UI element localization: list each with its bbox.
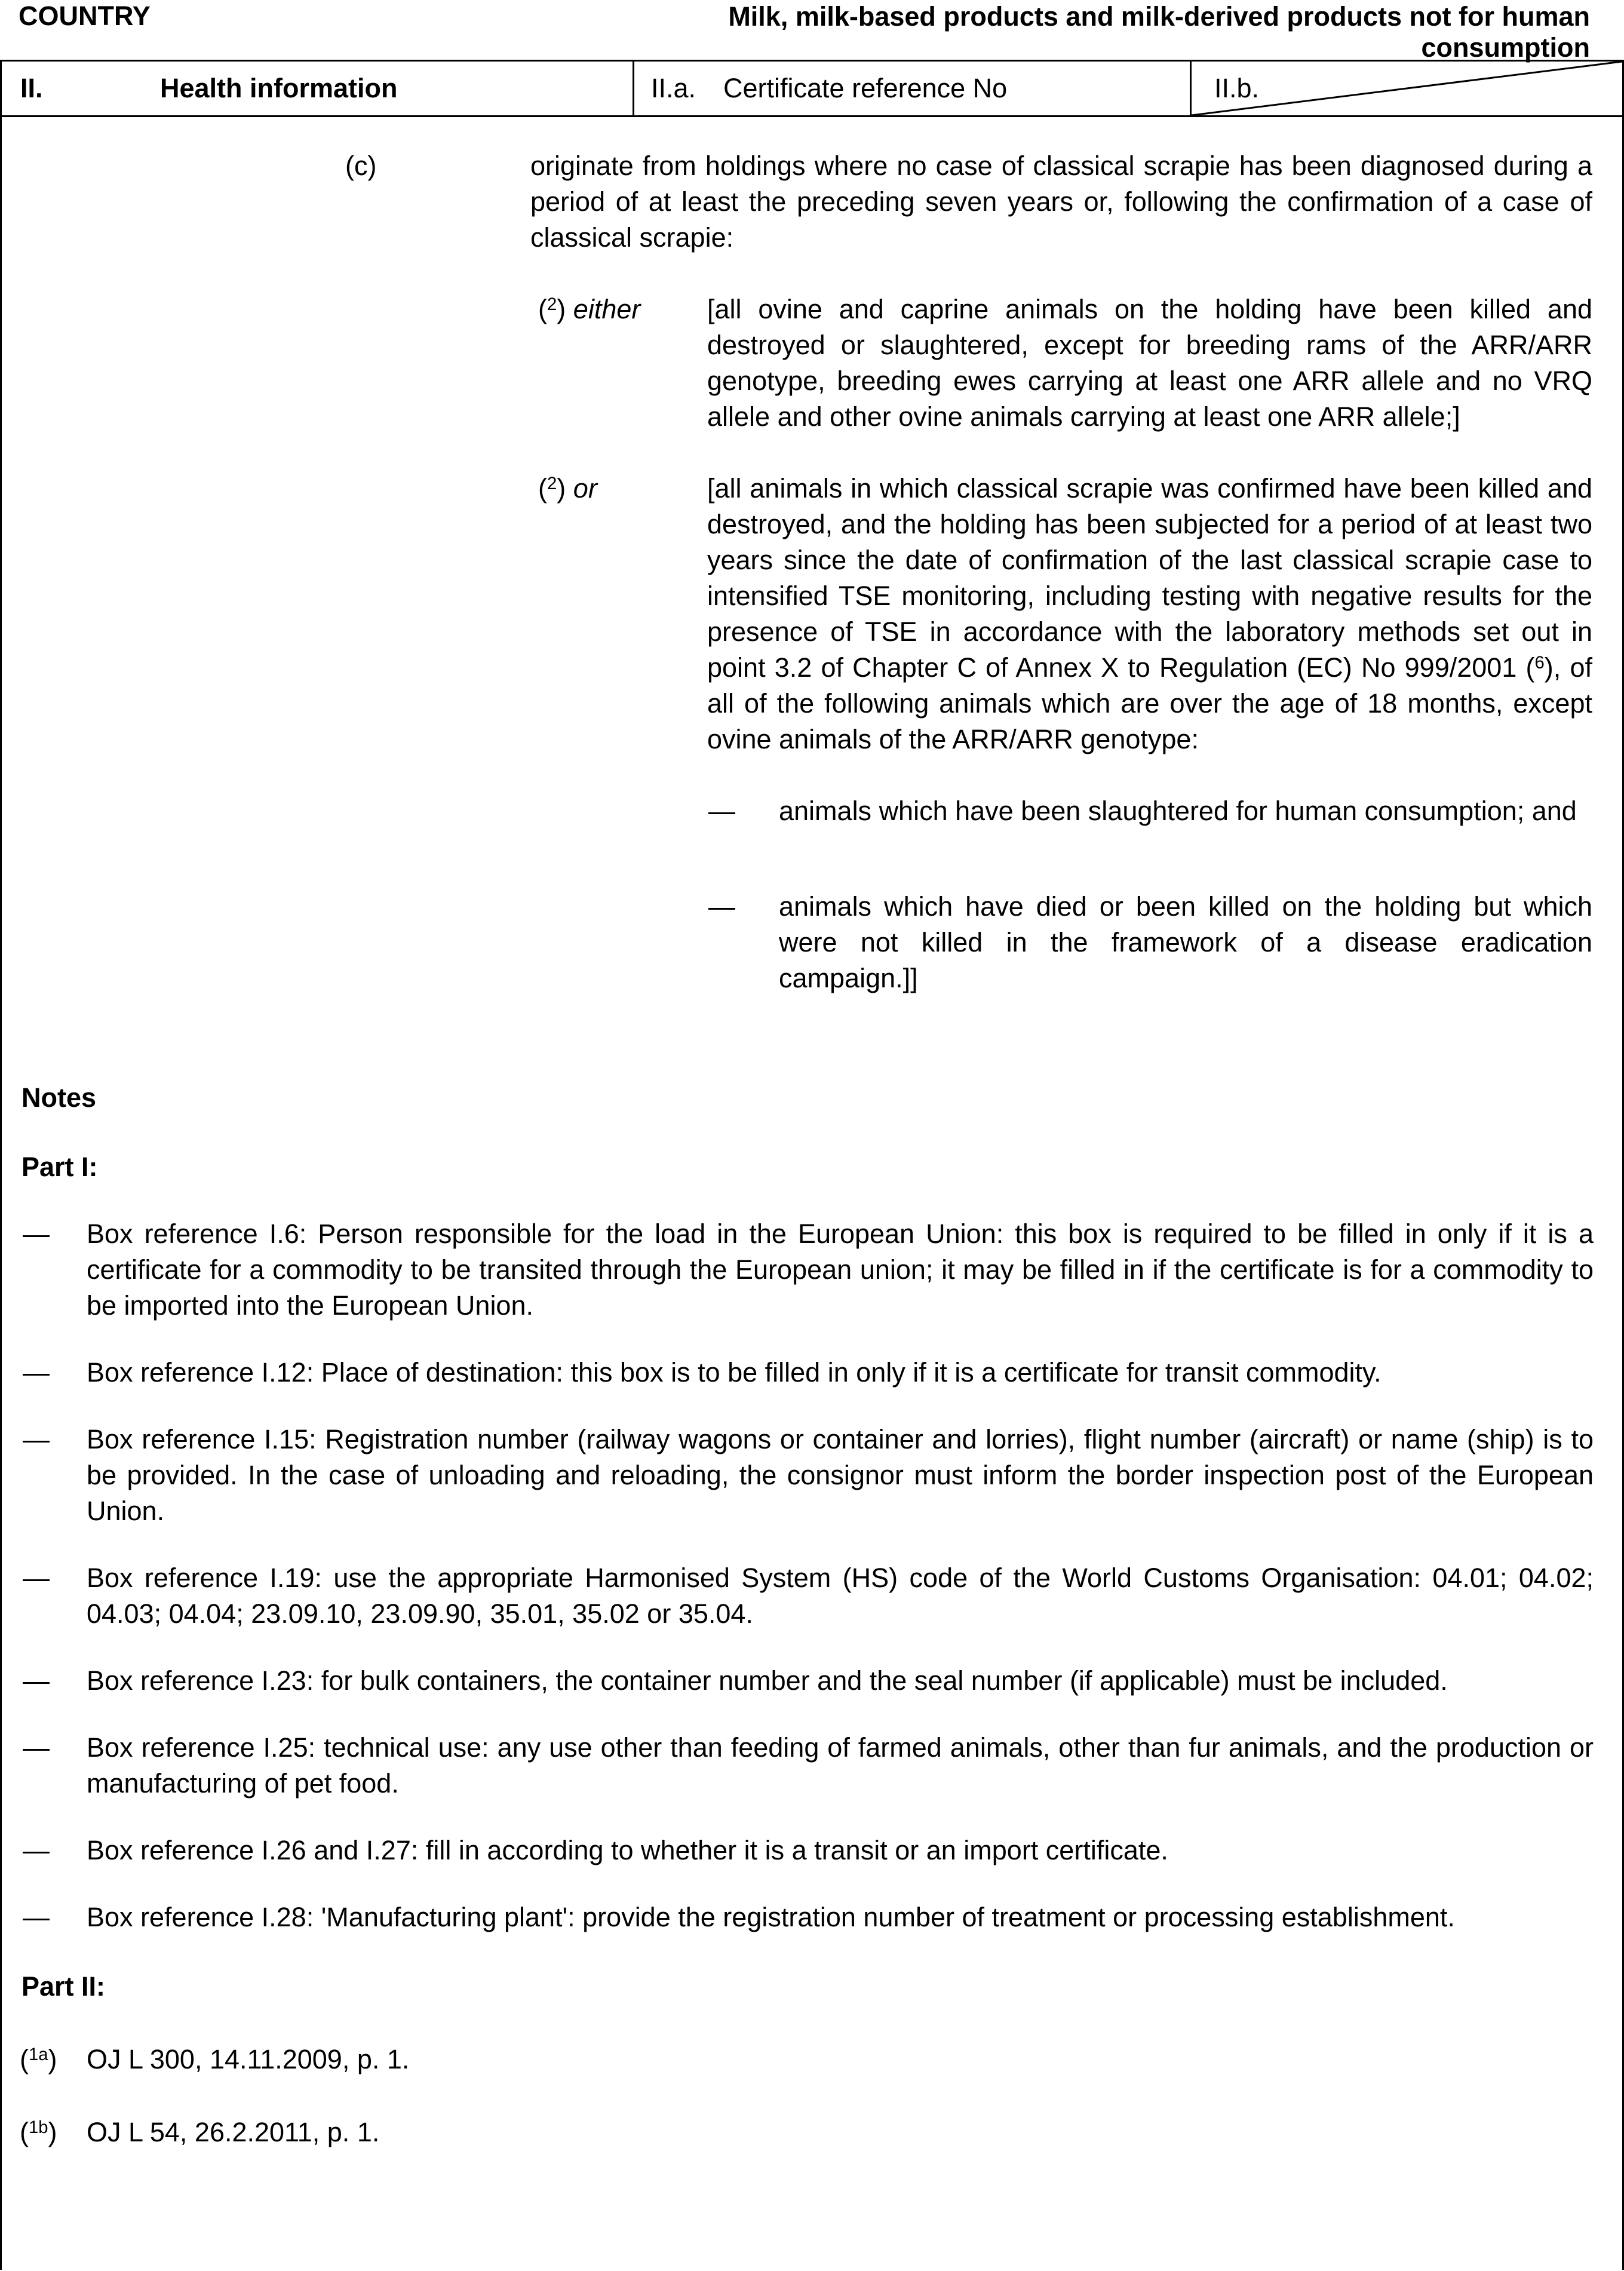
certificate-frame	[0, 60, 1624, 2270]
note-item-i25	[23, 1730, 1594, 1802]
footnote-1a	[20, 2042, 1594, 2077]
dash-icon: —	[23, 1902, 50, 1932]
part2-heading: Part II:	[22, 1971, 106, 2002]
either-marker: ($^2$) either	[538, 294, 641, 324]
certificate-reference-label: Certificate reference No	[723, 73, 1008, 103]
note-item-i15	[23, 1422, 1594, 1529]
note-item-i12	[23, 1355, 1594, 1391]
certificate-reference-cell	[633, 62, 1190, 115]
footnote-1b	[20, 2115, 1594, 2150]
note-item-i6	[23, 1216, 1594, 1324]
sub-item-2	[708, 889, 1592, 996]
note-item-i19-text: Box reference I.19: use the appropriate Harmonised System (HS) code of the World Customs Organisation: 04.01; 04.02; 04.03; 04.04; 23.09.10, 23.09.90, 35.01, 35.02 or 35.04.	[87, 1563, 1594, 1629]
note-item-i19	[23, 1560, 1594, 1632]
note-item-i28-text: Box reference I.28: 'Manufacturing plant': provide the registration number of treatment or processing establishment.	[87, 1902, 1455, 1932]
footnote-1b-text: OJ L 54, 26.2.2011, p. 1.	[87, 2117, 380, 2147]
note-item-i26-i27-text: Box reference I.26 and I.27: fill in according to whether it is a transit or an import certificate.	[87, 1835, 1168, 1865]
part1-heading: Part I:	[22, 1152, 98, 1182]
note-item-i25-text: Box reference I.25: technical use: any use other than feeding of farmed animals, other than fur animals, and the production or manufacturing of pet food.	[87, 1732, 1594, 1799]
or-marker: ($^2$) or	[538, 473, 597, 504]
either-clause	[538, 291, 1592, 435]
table-header-row	[2, 60, 1622, 117]
health-information-label: Health information	[160, 73, 398, 103]
clause-c	[345, 148, 1592, 256]
footnote-ref-6: 6	[1534, 653, 1545, 673]
note-item-i28	[23, 1899, 1594, 1935]
sub-item-2-text: animals which have died or been killed on the holding but which were not killed in the framework of a disease eradication campaign.]]	[779, 891, 1592, 993]
or-text: [all animals in which classical scrapie was confirmed have been killed and destroyed, and the holding has been subjected for a period of at least two years since the date of confirmation of the last classical scrapie case to intensified TSE monitoring, including testing with negative results for the presence of TSE in accordance with the laboratory methods set out in point 3.2 of Chapter C of Annex X to Regulation (EC) No 999/2001 ($^6$), of all of the following animals which are over the age of 18 months, except ovine animals of the ARR/ARR genotype:	[707, 473, 1592, 754]
health-information-cell	[2, 62, 633, 115]
iib-cell	[1190, 62, 1622, 115]
note-item-i6-text: Box reference I.6: Person responsible for the load in the European Union: this box is required to be filled in only if it is a certificate for a commodity to be transited through the European union; it may be filled in if the certificate is for a commodity to be imported into the European Union.	[87, 1219, 1594, 1321]
iia-number: II.a.	[651, 73, 696, 103]
sub-item-1	[708, 793, 1592, 829]
dash-icon: —	[23, 1424, 50, 1454]
note-item-i12-text: Box reference I.12: Place of destination: this box is to be filled in only if it is a certificate for transit commodity.	[87, 1357, 1382, 1388]
note-item-i23	[23, 1663, 1594, 1699]
clause-c-label: (c)	[345, 151, 377, 181]
sub-item-1-text: animals which have been slaughtered for human consumption; and	[779, 796, 1577, 826]
either-text: [all ovine and caprine animals on the holding have been killed and destroyed or slaughtered, except for breeding rams of the ARR/ARR genotype, breeding ewes carrying at least one ARR allele and no VRQ allele and other ovine animals carrying at least one ARR allele;]	[707, 294, 1592, 432]
dash-icon: —	[23, 1357, 50, 1388]
dash-icon: —	[708, 891, 735, 922]
or-word: or	[573, 473, 597, 504]
or-clause	[538, 471, 1592, 757]
doc-title: Milk, milk-based products and milk-derived products not for human consumption	[728, 1, 1590, 63]
country-label: COUNTRY	[19, 1, 151, 31]
section-number: II.	[20, 73, 43, 103]
footnote-1b-marker: ($^{1b}$)	[20, 2117, 57, 2147]
dash-icon: —	[23, 1732, 50, 1763]
page-header	[0, 0, 1624, 63]
dash-icon: —	[23, 1835, 50, 1865]
note-item-i26-i27	[23, 1833, 1594, 1868]
dash-icon: —	[23, 1665, 50, 1696]
notes-heading: Notes	[22, 1082, 97, 1113]
footnote-1a-marker: ($^{1a}$)	[20, 2044, 57, 2074]
note-item-i23-text: Box reference I.23: for bulk containers, the container number and the seal number (if applicable) must be included.	[87, 1665, 1448, 1696]
clause-c-text: originate from holdings where no case of classical scrapie has been diagnosed during a period of at least the preceding seven years or, following the confirmation of a case of classical scrapie:	[530, 151, 1592, 253]
footnote-1a-text: OJ L 300, 14.11.2009, p. 1.	[87, 2044, 410, 2074]
dash-icon: —	[23, 1219, 50, 1249]
iib-number: II.b.	[1214, 73, 1260, 103]
dash-icon: —	[23, 1563, 50, 1593]
either-word: either	[573, 294, 641, 324]
note-item-i15-text: Box reference I.15: Registration number (railway wagons or container and lorries), flight number (aircraft) or name (ship) is to be provided. In the case of unloading and reloading, the consignor must inform the border inspection post of the European Union.	[87, 1424, 1594, 1526]
dash-icon: —	[708, 796, 735, 826]
